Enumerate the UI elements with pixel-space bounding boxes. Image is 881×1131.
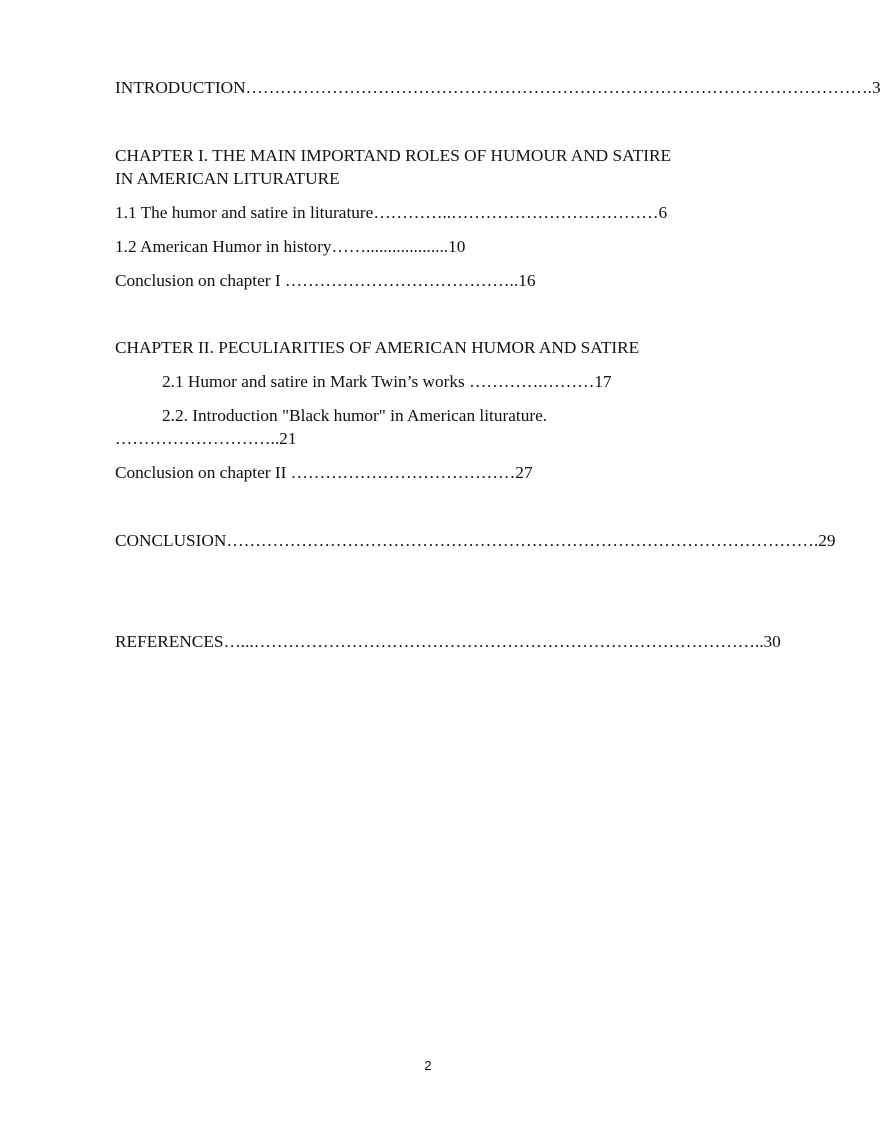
toc-chapter-1-conclusion: Conclusion on chapter I …………………………………..16 — [115, 271, 536, 290]
toc-item-2-2-line-1: 2.2. Introduction "Black humor" in American liturature. — [162, 406, 548, 425]
toc-introduction: INTRODUCTION……………………………………………………………………………………………….3 — [115, 78, 881, 97]
toc-item-1-2: 1.2 American Humor in history……...................10 — [115, 237, 466, 256]
toc-chapter-2-title: CHAPTER II. PECULIARITIES OF AMERICAN HUMOR AND SATIRE — [115, 338, 640, 357]
page-number: 2 — [424, 1058, 432, 1073]
toc-conclusion: CONCLUSION………………………………………………………………………………………….29 — [115, 531, 836, 550]
toc-chapter-1-title-line-2: IN AMERICAN LITURATURE — [115, 169, 340, 188]
toc-item-2-1: 2.1 Humor and satire in Mark Twin’s works ………….………17 — [162, 372, 612, 391]
toc-references: REFERENCES…...……………………………………………………………………………..30 — [115, 632, 781, 651]
toc-item-2-2-line-2: ………………………..21 — [115, 429, 297, 448]
toc-item-1-1: 1.1 The humor and satire in liturature…………..………………………………6 — [115, 203, 668, 222]
toc-chapter-1-title-line-1: CHAPTER I. THE MAIN IMPORTAND ROLES OF HUMOUR AND SATIRE — [115, 146, 672, 165]
toc-chapter-2-conclusion: Conclusion on chapter II …………………………………27 — [115, 463, 533, 482]
